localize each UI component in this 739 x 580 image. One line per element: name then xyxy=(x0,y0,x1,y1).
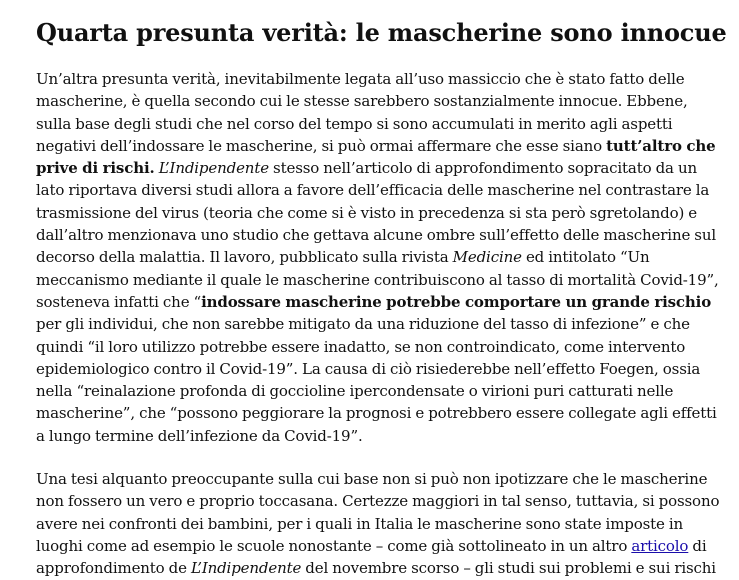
text-line xyxy=(36,468,712,490)
text-line xyxy=(36,113,712,135)
text-line xyxy=(36,513,712,535)
text-line xyxy=(36,269,719,291)
text-run: stesso nell’articolo di approfondimento sopracitato da un xyxy=(268,159,697,178)
text-line xyxy=(36,68,712,90)
text-line xyxy=(36,402,717,424)
text-run: dall’altro menzionava uno studio che gettava alcune ombre sull’effetto delle mascherine sul xyxy=(36,226,717,245)
text-line xyxy=(36,157,712,179)
article-section xyxy=(36,0,727,580)
paragraph-children-masks xyxy=(36,468,720,579)
text-line xyxy=(36,313,712,335)
text-line xyxy=(36,291,712,313)
text-run: per gli individui, che non sarebbe mitigato da una riduzione del tasso di infezione” e che xyxy=(36,315,690,334)
text-run: lato riportava diversi studi allora a favore dell’efficacia delle mascherine nel contrastare la xyxy=(36,181,710,200)
text-run: Una tesi alquanto preoccupante sulla cui base non si può non ipotizzare che le mascherine xyxy=(36,470,708,489)
italic-text: L’Indipendente xyxy=(190,559,302,578)
text-run: di xyxy=(688,536,707,555)
bold-text: prive di rischi. xyxy=(36,159,155,178)
text-run: mascherine, è quella secondo cui le stesse sarebbero sostanzialmente innocue. Ebbene, xyxy=(36,92,688,111)
text-run: quindi “il loro utilizzo potrebbe essere inadatto, se non controindicato, come intervento xyxy=(36,337,686,356)
text-line xyxy=(36,179,712,201)
text-line xyxy=(36,246,712,268)
text-run: mascherine”, che “possono peggiorare la prognosi e potrebbero essere collegate agli effetti xyxy=(36,404,717,423)
text-run: approfondimento de xyxy=(36,559,191,578)
text-run: avere nei confronti dei bambini, per i quali in Italia le mascherine sono state imposte in xyxy=(36,514,684,533)
text-line xyxy=(36,202,712,224)
italic-text: Medicine xyxy=(452,248,522,267)
text-run: trasmissione del virus (teoria che come si è visto in precedenza si sta però sgretolando) e xyxy=(36,203,698,222)
text-run: negativi dell’indossare le mascherine, si può ormai affermare che esse siano xyxy=(36,136,607,155)
text-line xyxy=(36,557,716,579)
text-run: sosteneva infatti che “ xyxy=(36,292,202,311)
text-run: decorso della malattia. Il lavoro, pubblicato sulla rivista xyxy=(36,248,453,267)
text-run: meccanismo mediante il quale le mascherine contribuiscono al tasso di mortalità Covid-19”, xyxy=(36,270,719,289)
text-run: luoghi come ad esempio le scuole nonostante – come già sottolineato in un altro xyxy=(36,536,632,555)
paragraph-masks-risks xyxy=(36,68,719,447)
text-run: a lungo termine dell’infezione da Covid-19”. xyxy=(36,426,363,445)
text-run: nella “reinalazione profonda di goccioline ipercondensate o virioni puri catturati nelle xyxy=(36,382,674,401)
text-run: epidemiologico contro il Covid-19”. La causa di ciò risiederebbe nell’effetto Foegen, ossia xyxy=(36,359,701,378)
italic-text: L’Indipendente xyxy=(158,159,269,178)
text-line xyxy=(36,490,720,512)
text-line xyxy=(36,380,712,402)
text-line xyxy=(36,224,717,246)
text-run: del novembre scorso – gli studi sui problemi e sui rischi xyxy=(301,559,716,578)
text-line xyxy=(36,336,712,358)
text-line xyxy=(36,535,712,557)
articolo-link[interactable]: articolo xyxy=(631,536,689,555)
text-run: Un’altra presunta verità, inevitabilmente legata all’uso massiccio che è stato fatto delle xyxy=(36,70,685,88)
section-heading: Quarta presunta verità: le mascherine sono innocue xyxy=(36,18,727,47)
text-run: sulla base degli studi che nel corso del tempo si sono accumulati in merito agli aspetti xyxy=(36,114,673,133)
text-line xyxy=(36,425,712,447)
text-run: non fossero un vero e proprio toccasana. Certezze maggiori in tal senso, tuttavia, si possono xyxy=(36,492,720,511)
text-line xyxy=(36,135,716,157)
text-line xyxy=(36,358,712,380)
bold-text: indossare mascherine potrebbe comportare un grande rischio xyxy=(201,292,712,311)
bold-text: tutt’altro che xyxy=(606,136,716,155)
text-run: ed intitolato “Un xyxy=(521,248,650,267)
text-line xyxy=(36,90,712,112)
